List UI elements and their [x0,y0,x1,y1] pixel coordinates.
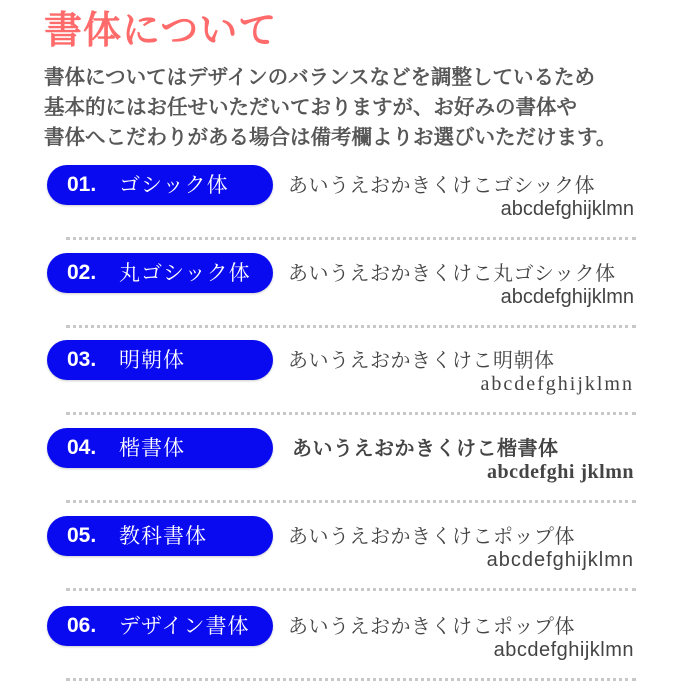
font-name: 明朝体 [119,348,185,372]
font-label-pill [47,428,273,468]
font-name: デザイン書体 [119,614,250,638]
font-sample-latin: abcdefghijklmn [500,198,634,220]
font-sample-latin: abcdefghijklmn [486,549,634,571]
font-row-design [0,606,700,696]
intro-line-2: 基本的にはお任せいただいておりますが、お好みの書体や [44,95,577,119]
font-label-pill [47,606,273,646]
font-row-gothic [0,165,700,255]
font-number: 02. [67,261,97,284]
font-label-pill [47,253,273,293]
font-number: 06. [67,614,97,637]
intro-line-3: 書体へこだわりがある場合は備考欄よりお選びいただけます。 [44,125,617,149]
dotted-divider [66,412,636,415]
font-number: 04. [67,436,97,459]
font-sample-latin: abcdefghi jklmn [487,461,634,483]
intro-text [44,62,684,152]
intro-line-1: 書体についてはデザインのバランスなどを調整しているため [44,65,596,89]
font-label-pill [47,340,273,380]
font-number: 01. [67,173,97,196]
font-row-maru-gothic [0,253,700,343]
font-label-pill [47,516,273,556]
font-sample-japanese: あいうえおかきくけこポップ体 [288,524,575,548]
font-sample-latin: abcdefghijklmn [493,639,634,661]
font-row-kyokasho [0,516,700,606]
font-number: 03. [67,348,97,371]
page-title: 書体について [44,8,278,52]
font-name: 丸ゴシック体 [119,261,251,285]
font-sample-latin: abcdefghijklmn [480,373,634,395]
font-label-pill [47,165,273,205]
font-name: ゴシック体 [119,173,229,197]
font-sample-japanese: あいうえおかきくけこポップ体 [288,614,575,638]
font-row-kaisho [0,428,700,518]
dotted-divider [66,588,636,591]
font-sample-japanese: あいうえおかきくけこ楷書体 [292,436,559,460]
font-name: 教科書体 [119,524,207,548]
font-name: 楷書体 [119,436,185,460]
dotted-divider [66,237,636,240]
dotted-divider [66,678,636,681]
font-sample-japanese: あいうえおかきくけこゴシック体 [288,173,596,197]
font-sample-japanese: あいうえおかきくけこ明朝体 [288,348,555,372]
dotted-divider [66,500,636,503]
font-row-mincho [0,340,700,430]
font-sample-latin: abcdefghijklmn [500,286,634,308]
dotted-divider [66,325,636,328]
font-sample-japanese: あいうえおかきくけこ丸ゴシック体 [288,261,616,285]
font-number: 05. [67,524,97,547]
